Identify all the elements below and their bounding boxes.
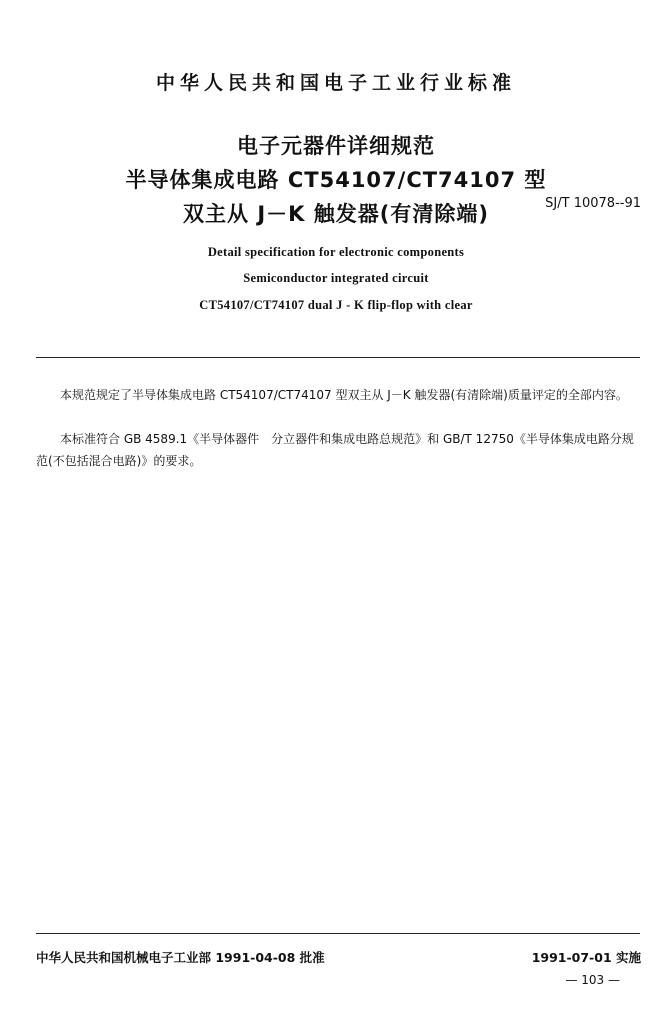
standard-category-heading: 中华人民共和国电子工业行业标准	[155, 72, 516, 94]
header-divider	[36, 357, 640, 358]
title-cn-line2: 半导体集成电路 CT54107/CT74107 型	[125, 168, 547, 192]
body-paragraph-conformance: 本标准符合 GB 4589.1《半导体器件 分立器件和集成电路总规范》和 GB/T 12750《半导体集成电路分规范(不包括混合电路)》的要求。	[36, 432, 634, 468]
body-paragraph-scope: 本规范规定了半导体集成电路 CT54107/CT74107 型双主从 J－K 触发器(有清除端)质量评定的全部内容。	[60, 388, 628, 402]
title-cn-line3: 双主从 J－K 触发器(有清除端)	[183, 202, 489, 226]
title-en-line1: Detail specification for electronic components	[207, 245, 465, 259]
footer-divider	[36, 933, 640, 934]
title-cn-line1: 电子元器件详细规范	[237, 134, 435, 158]
title-en-line3: CT54107/CT74107 dual J - K flip-flop with clear	[199, 298, 473, 312]
standard-code: SJ/T 10078--91	[545, 196, 641, 211]
effective-date: 1991-07-01 实施	[531, 950, 641, 965]
title-en-line2: Semiconductor integrated circuit	[243, 271, 429, 285]
approval-statement: 中华人民共和国机械电子工业部 1991-04-08 批准	[36, 950, 325, 965]
page-number: — 103 —	[565, 973, 620, 987]
